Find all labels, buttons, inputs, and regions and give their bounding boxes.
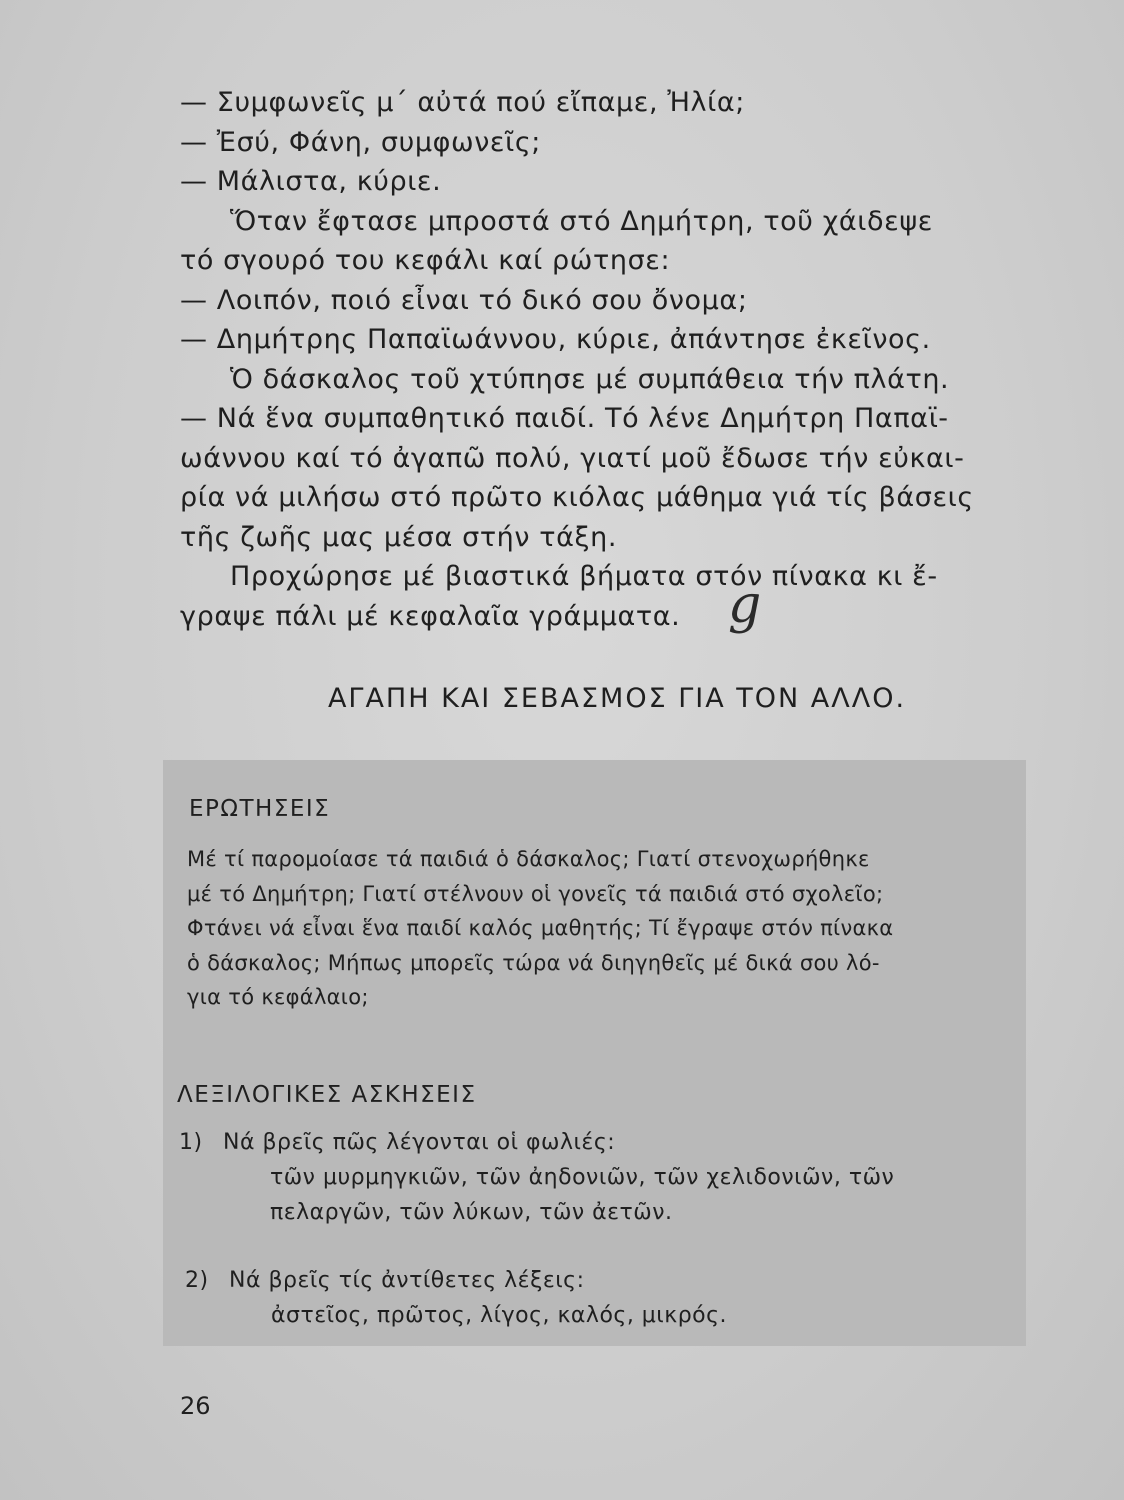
story-line: — Μάλιστα, κύριε.: [180, 166, 442, 197]
question-line: για τό κεφάλαιο;: [187, 985, 369, 1009]
questions-text: [187, 842, 1017, 1015]
chapter-heading: ΑΓΑΠΗ ΚΑΙ ΣΕΒΑΣΜΟΣ ΓΙΑ ΤΟΝ ΑΛΛΟ.: [327, 683, 907, 714]
story-line: Ὁ δάσκαλος τοῦ χτύπησε μέ συμπάθεια τήν πλάτη.: [230, 363, 950, 395]
handwritten-mark: g: [728, 575, 762, 635]
exercise-line: ἀστεῖος, πρῶτος, λίγος, καλός, μικρός.: [271, 1303, 728, 1328]
exercises-title: ΛΕΞΙΛΟΓΙΚΕΣ ΑΣΚΗΣΕΙΣ: [177, 1082, 477, 1108]
story-line: τῆς ζωῆς μας μέσα στήν τάξη.: [180, 521, 618, 553]
story-line: Προχώρησε μέ βιαστικά βήματα στόν πίνακα κι ἔ-: [230, 561, 938, 592]
story-line: — Νά ἕνα συμπαθητικό παιδί. Τό λένε Δημήτρη Παπαϊ-: [180, 403, 949, 434]
story-line: τό σγουρό του κεφάλι καί ρώτησε:: [180, 245, 671, 276]
exercise-prompt: Νά βρεῖς τίς ἀντίθετες λέξεις:: [229, 1268, 585, 1293]
story-line: — Συμφωνεῖς μ΄ αὐτά πού εἴπαμε, Ἠλία;: [180, 87, 745, 118]
question-line: Μέ τί παρομοίασε τά παιδιά ὁ δάσκαλος; Γιατί στενοχωρήθηκε: [187, 847, 870, 871]
exercise-box: [163, 760, 1026, 1346]
story-line: — Ἐσύ, Φάνη, συμφωνεῖς;: [180, 126, 541, 158]
page-number: 26: [180, 1392, 211, 1420]
questions-title: ΕΡΩΤΗΣΕΙΣ: [189, 796, 331, 822]
exercise-prompt: Νά βρεῖς πῶς λέγονται οἱ φωλιές:: [223, 1130, 616, 1155]
story-line: — Δημήτρης Παπαϊωάννου, κύριε, ἀπάντησε ἐκεῖνος.: [180, 324, 931, 355]
story-line: ρία νά μιλήσω στό πρῶτο κιόλας μάθημα γιά τίς βάσεις: [180, 482, 974, 513]
story-line: Ὅταν ἔφτασε μπροστά στό Δημήτρη, τοῦ χάιδεψε: [230, 205, 933, 237]
exercise-line: τῶν μυρμηγκιῶν, τῶν ἀηδονιῶν, τῶν χελιδονιῶν, τῶν: [270, 1165, 895, 1190]
story-line: γραψε πάλι μέ κεφαλαῖα γράμματα.: [180, 600, 681, 632]
exercise-line: πελαργῶν, τῶν λύκων, τῶν ἀετῶν.: [270, 1200, 673, 1225]
story-line: ωάννου καί τό ἀγαπῶ πολύ, γιατί μοῦ ἔδωσε τήν εὐκαι-: [180, 442, 965, 474]
exercise-number: 1): [179, 1130, 203, 1155]
question-line: μέ τό Δημήτρη; Γιατί στέλνουν οἱ γονεῖς τά παιδιά στό σχολεῖο;: [187, 881, 884, 906]
exercise-number: 2): [185, 1268, 209, 1293]
question-line: ὁ δάσκαλος; Μήπως μπορεῖς τώρα νά διηγηθεῖς μέ δικά σου λό-: [187, 950, 880, 975]
question-line: Φτάνει νά εἶναι ἕνα παιδί καλός μαθητής; Τί ἔγραψε στόν πίνακα: [187, 916, 894, 940]
story-text: [180, 83, 1030, 636]
story-line: — Λοιπόν, ποιό εἶναι τό δικό σου ὄνομα;: [180, 284, 748, 316]
